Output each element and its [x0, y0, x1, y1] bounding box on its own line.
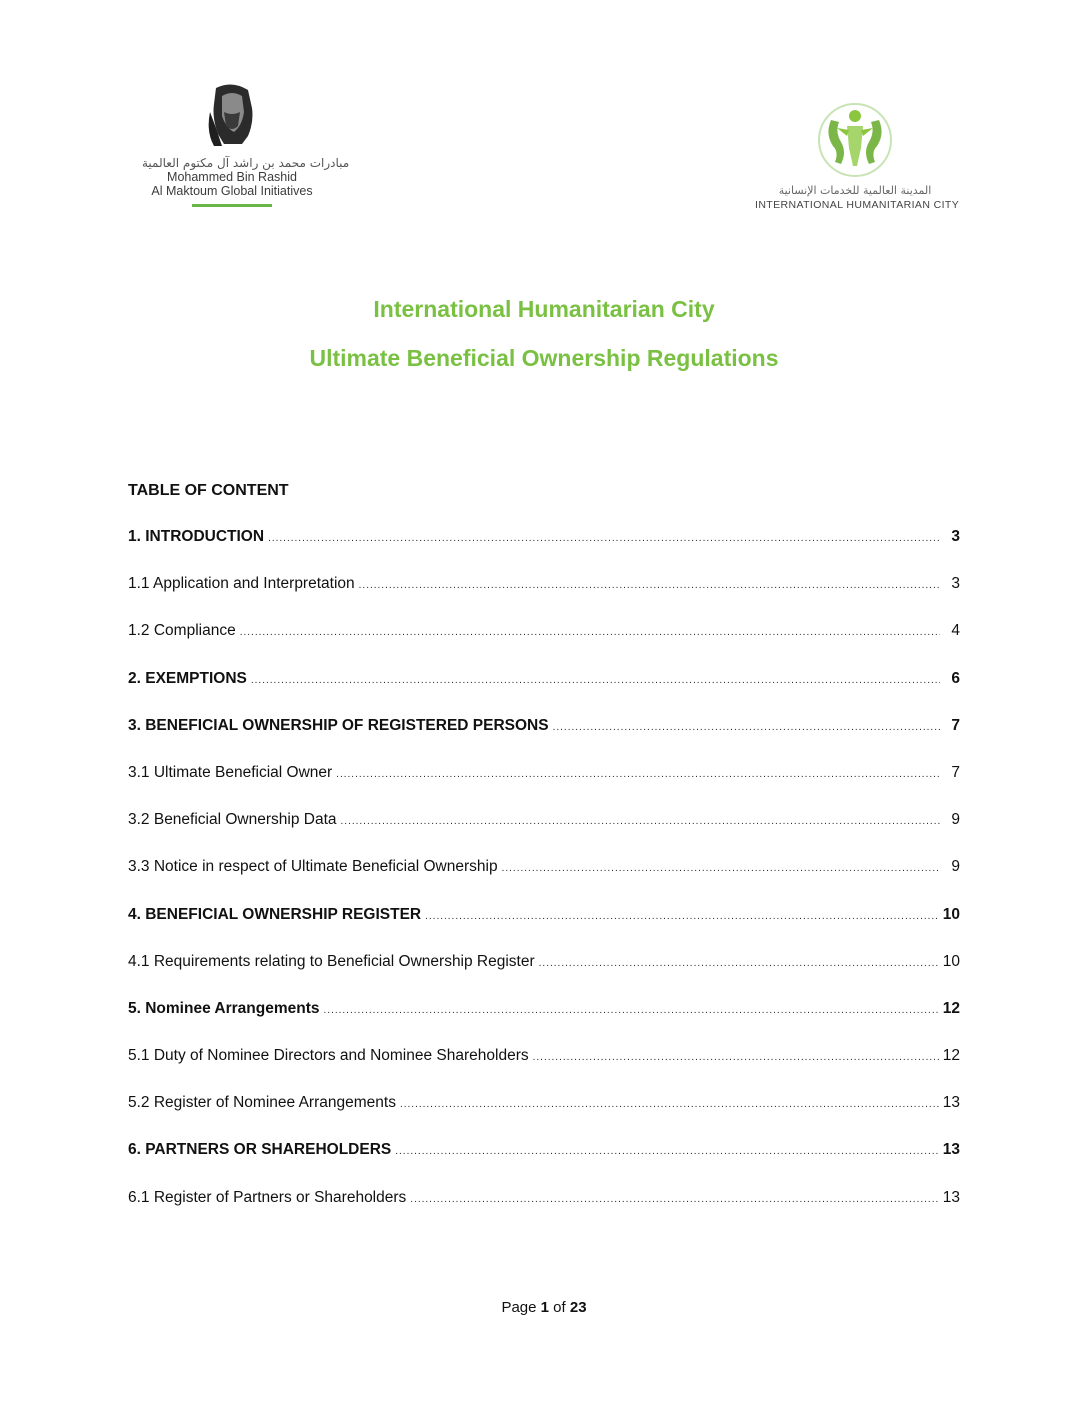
toc-entry-label: 1.2 Compliance — [128, 622, 236, 640]
toc-dot-leader — [400, 1099, 939, 1110]
toc-entry[interactable] — [128, 811, 960, 858]
toc-entry-page: 7 — [951, 716, 960, 734]
toc-entry-page: 3 — [951, 528, 960, 545]
toc-dot-leader — [533, 1052, 939, 1063]
toc-entry[interactable] — [128, 622, 960, 669]
toc-entry[interactable] — [128, 1141, 960, 1188]
toc-entry-label: 5. Nominee Arrangements — [128, 999, 320, 1017]
toc-entry-label: 3.1 Ultimate Beneficial Owner — [128, 763, 333, 781]
toc-entry[interactable] — [128, 764, 960, 811]
document-title-line1: International Humanitarian City — [373, 296, 715, 322]
toc-dot-leader — [336, 769, 940, 780]
toc-entry-label: 4.1 Requirements relating to Beneficial Ownership Register — [128, 952, 535, 970]
toc-entry[interactable] — [128, 717, 960, 764]
toc-entry-page: 7 — [951, 763, 960, 781]
mbrgi-name-line1: Mohammed Bin Rashid — [167, 170, 297, 184]
toc-entry-label: 5.2 Register of Nominee Arrangements — [128, 1094, 396, 1112]
footer-of: of — [553, 1299, 566, 1316]
toc-dot-leader — [502, 863, 940, 874]
toc-entry[interactable] — [128, 1000, 960, 1047]
toc-dot-leader — [539, 958, 939, 969]
toc-entry-page: 10 — [942, 952, 960, 970]
ihc-logo — [755, 100, 965, 215]
document-title-line2: Ultimate Beneficial Ownership Regulations — [309, 345, 779, 371]
toc-entry-page: 9 — [951, 858, 960, 876]
toc-entry-page: 12 — [942, 999, 960, 1017]
toc-entry-page: 12 — [942, 1047, 960, 1065]
mbrgi-arabic-name: مبادرات محمد بن راشد آل مكتوم العالمية — [142, 156, 350, 170]
toc-dot-leader — [268, 533, 940, 544]
toc-entry-label: 3. BENEFICIAL OWNERSHIP OF REGISTERED PERSONS — [128, 716, 549, 734]
page-footer — [0, 1299, 1088, 1316]
toc-entry[interactable] — [128, 858, 960, 905]
toc-entry-page: 9 — [951, 811, 960, 829]
toc-entry-page: 6 — [951, 669, 960, 687]
table-of-contents — [128, 528, 960, 1236]
mbrgi-logo — [132, 82, 350, 212]
toc-entry-page: 13 — [942, 1094, 960, 1112]
toc-dot-leader — [410, 1194, 938, 1205]
toc-dot-leader — [425, 911, 939, 922]
toc-entry[interactable] — [128, 670, 960, 717]
toc-entry-page: 13 — [942, 1188, 960, 1206]
toc-entry[interactable] — [128, 575, 960, 622]
mbrgi-name-line2: Al Maktoum Global Initiatives — [151, 184, 313, 198]
toc-entry-page: 4 — [951, 622, 960, 640]
toc-entry-label: 6. PARTNERS OR SHAREHOLDERS — [128, 1141, 392, 1159]
toc-entry-label: 2. EXEMPTIONS — [128, 669, 247, 687]
toc-entry-label: 6.1 Register of Partners or Shareholders — [128, 1188, 407, 1206]
toc-entry-label: 3.3 Notice in respect of Ultimate Beneficial Ownership — [128, 858, 498, 876]
ihc-arabic-name: المدينة العالمية للخدمات الإنسانية — [778, 184, 932, 197]
toc-entry[interactable] — [128, 953, 960, 1000]
toc-heading: TABLE OF CONTENT — [128, 482, 289, 499]
portrait-icon — [202, 82, 264, 153]
toc-entry[interactable] — [128, 1189, 960, 1236]
toc-dot-leader — [553, 722, 940, 733]
toc-dot-leader — [251, 675, 940, 686]
toc-entry-label: 5.1 Duty of Nominee Directors and Nominee Shareholders — [128, 1047, 529, 1065]
footer-current-page: 1 — [540, 1299, 549, 1316]
toc-entry[interactable] — [128, 528, 960, 575]
toc-entry-label: 3.2 Beneficial Ownership Data — [128, 811, 337, 829]
toc-dot-leader — [240, 627, 940, 638]
ihc-emblem-icon — [817, 100, 893, 185]
toc-entry[interactable] — [128, 1094, 960, 1141]
ihc-english-name: INTERNATIONAL HUMANITARIAN CITY — [755, 199, 960, 211]
toc-entry-page: 3 — [951, 575, 960, 593]
toc-entry[interactable] — [128, 906, 960, 953]
toc-dot-leader — [359, 580, 940, 591]
logo-underline — [192, 204, 272, 207]
toc-dot-leader — [341, 816, 940, 827]
footer-total-pages: 23 — [569, 1299, 587, 1316]
toc-entry-page: 10 — [942, 905, 960, 923]
toc-entry-label: 4. BENEFICIAL OWNERSHIP REGISTER — [128, 905, 422, 923]
toc-entry-label: 1. INTRODUCTION — [128, 528, 265, 545]
footer-prefix: Page — [501, 1299, 537, 1316]
toc-dot-leader — [395, 1146, 939, 1157]
toc-entry-page: 13 — [942, 1141, 960, 1159]
toc-entry-label: 1.1 Application and Interpretation — [128, 575, 355, 593]
toc-entry[interactable] — [128, 1047, 960, 1094]
toc-dot-leader — [324, 1005, 939, 1016]
